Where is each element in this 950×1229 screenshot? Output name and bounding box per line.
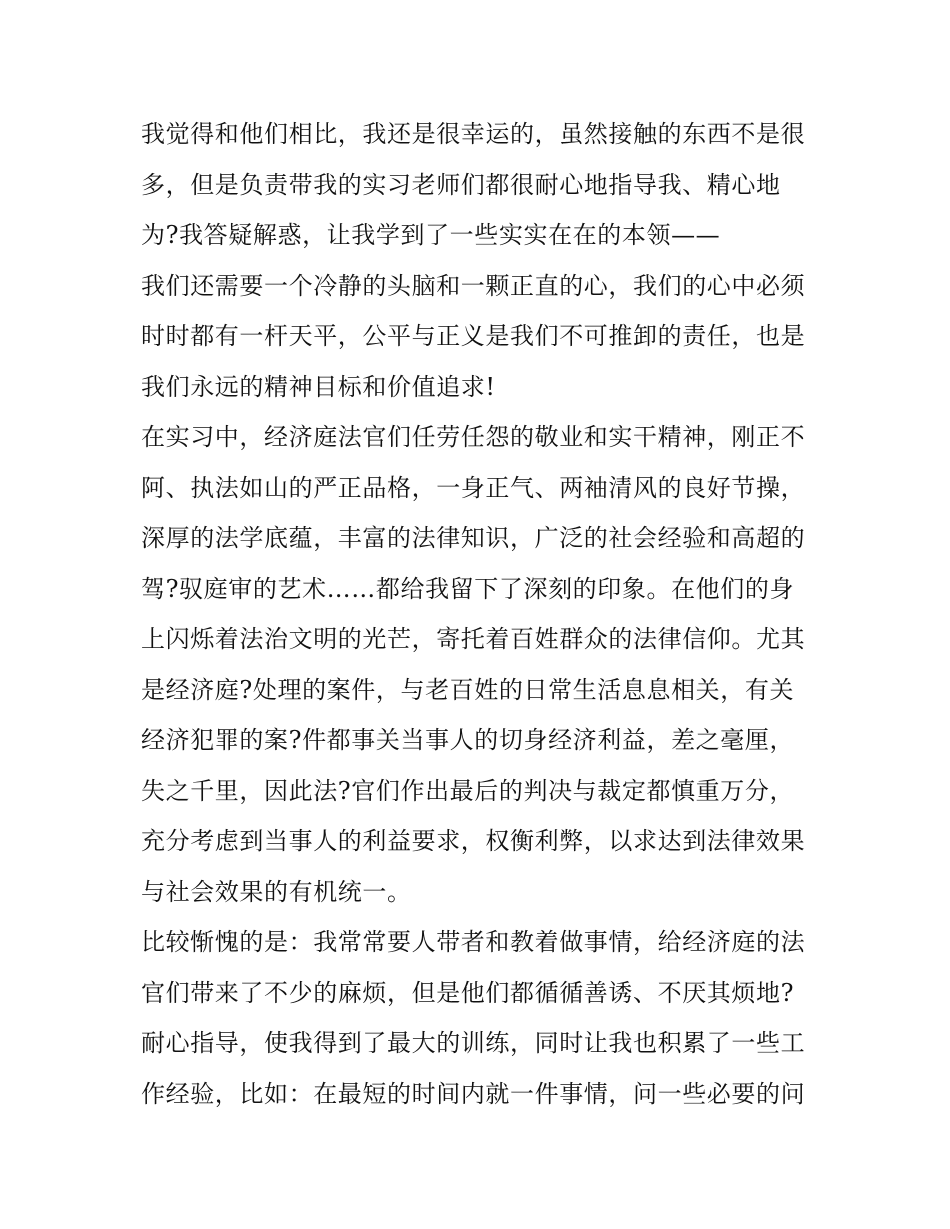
text-line: 阿、执法如山的严正品格，一身正气、两袖清风的良好节操， <box>141 473 806 502</box>
text-line: 比较惭愧的是：我常常要人带者和教着做事情，给经济庭的法 <box>141 928 806 956</box>
text-line: 作经验，比如：在最短的时间内就一件事情，问一些必要的问 <box>141 1079 806 1108</box>
text-line: 上闪烁着法治文明的光芒，寄托着百姓群众的法律信仰。尤其 <box>141 625 806 653</box>
text-line: 失之千里，因此法?官们作出最后的判决与裁定都慎重万分， <box>141 776 795 805</box>
body-text <box>141 109 821 1119</box>
text-line: 与社会效果的有机统一。 <box>141 877 412 906</box>
text-line: 我们还需要一个冷静的头脑和一颗正直的心，我们的心中必须 <box>141 271 806 300</box>
text-line: 官们带来了不少的麻烦，但是他们都循循善诱、不厌其烦地? <box>141 978 795 1007</box>
text-line: 耐心指导，使我得到了最大的训练，同时让我也积累了一些工 <box>141 1029 806 1057</box>
text-line: 是经济庭?处理的案件，与老百姓的日常生活息息相关，有关 <box>141 675 795 704</box>
text-line: 多，但是负责带我的实习老师们都很耐心地指导我、精心地 <box>141 170 781 199</box>
text-line: 在实习中，经济庭法官们任劳任怨的敬业和实干精神，刚正不 <box>141 423 806 451</box>
text-line: 为?我答疑解惑，让我学到了一些实实在在的本领—— <box>141 221 721 249</box>
text-line: 经济犯罪的案?件都事关当事人的切身经济利益，差之毫厘， <box>141 726 795 754</box>
text-line: 我们永远的精神目标和价值追求! <box>141 372 496 401</box>
text-line: 充分考虑到当事人的利益要求，权衡利弊，以求达到法律效果 <box>141 827 806 855</box>
text-line: 我觉得和他们相比，我还是很幸运的，虽然接触的东西不是很 <box>141 120 806 148</box>
text-line: 深厚的法学底蕴，丰富的法律知识，广泛的社会经验和高超的 <box>141 524 806 552</box>
text-line: 时时都有一杆天平，公平与正义是我们不可推卸的责任，也是 <box>141 322 806 350</box>
text-line: 驾?驭庭审的艺术……都给我留下了深刻的印象。在他们的身 <box>141 574 795 603</box>
